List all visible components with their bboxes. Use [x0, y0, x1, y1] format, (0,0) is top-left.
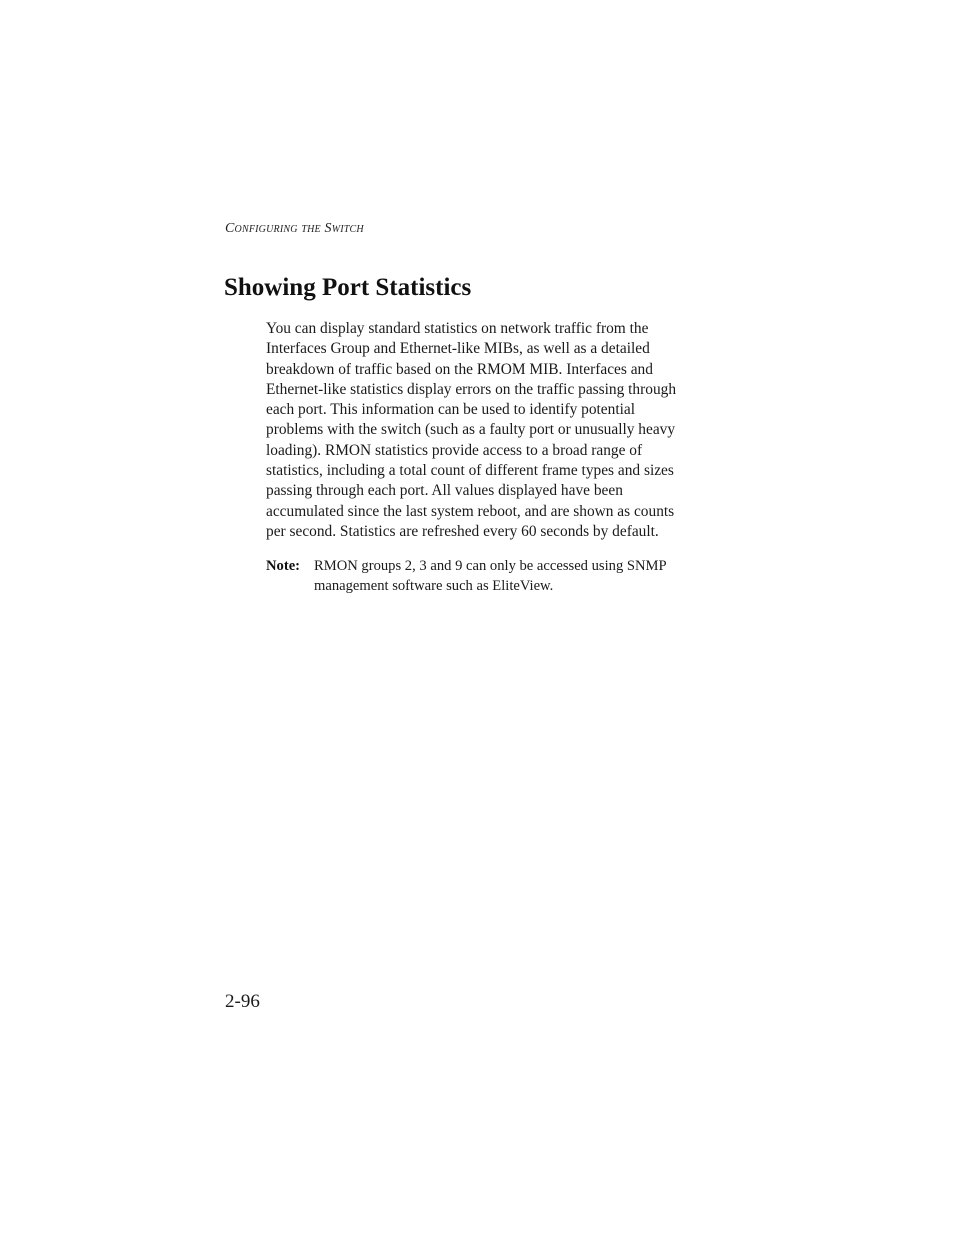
- note-label: Note:: [266, 558, 301, 574]
- page-number: 2-96: [225, 991, 260, 1012]
- paragraph-line: per second. Statistics are refreshed every 60 seconds by default.: [266, 522, 659, 540]
- paragraph-line: passing through each port. All values displayed have been: [266, 482, 623, 500]
- paragraph-line: statistics, including a total count of different frame types and sizes: [266, 462, 674, 480]
- section-title: Showing Port Statistics: [224, 274, 472, 301]
- paragraph-line: Ethernet-like statistics display errors on the traffic passing through: [266, 380, 677, 398]
- paragraph-line: loading). RMON statistics provide access to a broad range of: [266, 441, 643, 459]
- note-text: [314, 556, 724, 596]
- paragraph-line: accumulated since the last system reboot, and are shown as counts: [266, 502, 675, 520]
- running-header: Configuring the Switch: [225, 221, 364, 236]
- paragraph-line: Interfaces Group and Ethernet-like MIBs, as well as a detailed: [266, 340, 650, 358]
- paragraph-line: each port. This information can be used to identify potential: [266, 401, 635, 419]
- note-line: management software such as EliteView.: [314, 578, 554, 594]
- note-line: RMON groups 2, 3 and 9 can only be accessed using SNMP: [314, 558, 667, 574]
- paragraph-line: problems with the switch (such as a faulty port or unusually heavy: [266, 421, 676, 439]
- paragraph-line: You can display standard statistics on network traffic from the: [266, 320, 649, 337]
- body-paragraph: [266, 319, 716, 542]
- paragraph-line: breakdown of traffic based on the RMOM MIB. Interfaces and: [266, 360, 653, 378]
